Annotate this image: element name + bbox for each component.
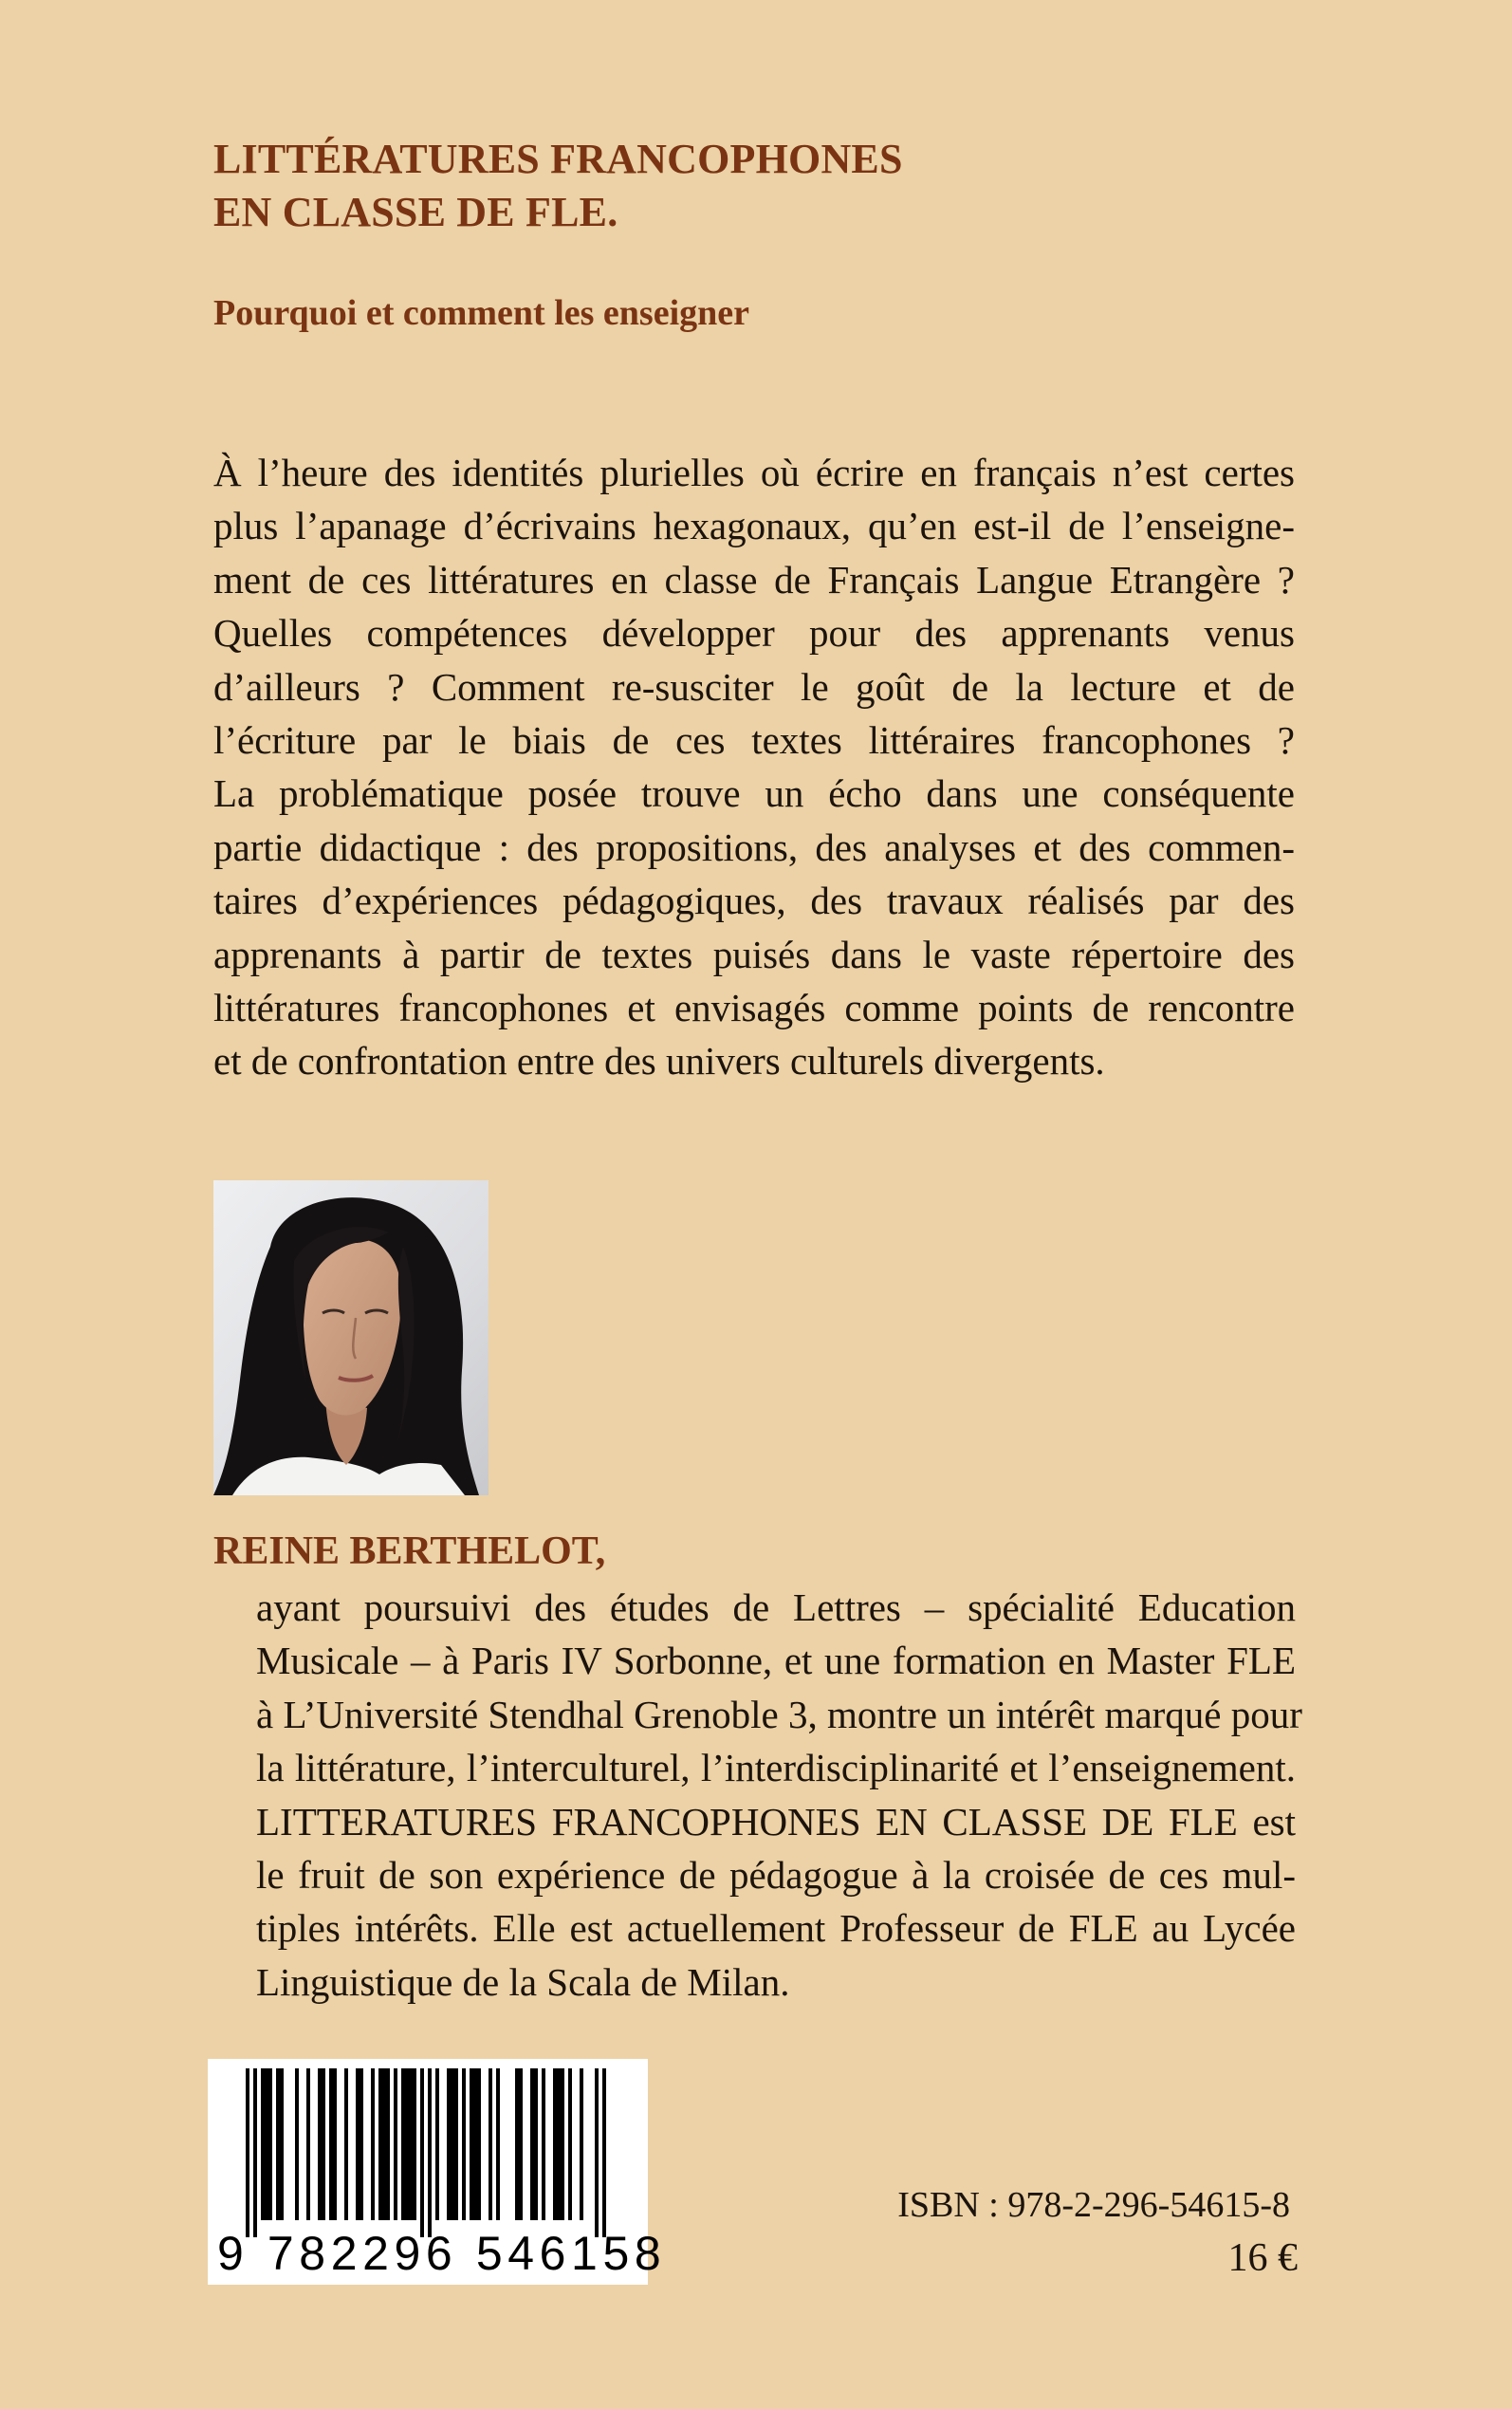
barcode-bar bbox=[356, 2068, 363, 2220]
author-photo bbox=[213, 1180, 489, 1495]
summary-line: La problématique posée trouve un écho dans une conséquente bbox=[213, 771, 1295, 816]
book-title-line-2: EN CLASSE DE FLE. bbox=[213, 189, 618, 235]
barcode-bar bbox=[602, 2068, 606, 2237]
barcode-bar bbox=[420, 2068, 424, 2237]
barcode-bar bbox=[447, 2068, 458, 2220]
barcode-bar bbox=[542, 2068, 545, 2220]
bio-line: Linguistique de la Scala de Milan. bbox=[256, 1959, 790, 2004]
barcode-bar bbox=[329, 2068, 337, 2220]
book-title bbox=[213, 133, 1304, 239]
barcode-bar bbox=[318, 2068, 325, 2220]
bio-line: LITTERATURES FRANCOPHONES EN CLASSE DE FLE est bbox=[256, 1799, 1296, 1844]
summary-line: l’écriture par le biais de ces textes littéraires francophones ? bbox=[213, 717, 1295, 762]
barcode-bar bbox=[462, 2068, 466, 2220]
bio-line: à L’Université Stendhal Grenoble 3, montre un intérêt marqué pour bbox=[256, 1692, 1302, 1736]
book-subtitle: Pourquoi et comment les enseigner bbox=[213, 293, 749, 333]
summary-line: d’ailleurs ? Comment re-susciter le goût de la lecture et de bbox=[213, 664, 1295, 709]
summary-line: À l’heure des identités plurielles où écrire en français n’est certes bbox=[213, 451, 1295, 494]
barcode-bar bbox=[295, 2068, 299, 2220]
author-name: REINE BERTHELOT, bbox=[213, 1529, 606, 1573]
barcode-bar bbox=[515, 2068, 523, 2220]
isbn: ISBN : 978-2-296-54615-8 bbox=[897, 2185, 1290, 2225]
barcode-bar bbox=[435, 2068, 439, 2220]
barcode-bar bbox=[253, 2068, 257, 2237]
barcode-bar bbox=[371, 2068, 375, 2220]
barcode-bar bbox=[344, 2068, 348, 2220]
barcode-bar bbox=[276, 2068, 284, 2220]
barcode-bar bbox=[553, 2068, 564, 2220]
barcode-bar bbox=[394, 2068, 397, 2220]
barcode-bar bbox=[261, 2068, 272, 2220]
bio-line: Musicale – à Paris IV Sorbonne, et une formation en Master FLE bbox=[256, 1639, 1296, 1683]
barcode-bar bbox=[246, 2068, 249, 2237]
summary-line: plus l’apanage d’écrivains hexagonaux, qu’en est-il de l’enseigne- bbox=[213, 504, 1295, 548]
barcode-bar bbox=[470, 2068, 481, 2220]
summary-line: Quelles compétences développer pour des apprenants venus bbox=[213, 611, 1295, 656]
barcode-bar bbox=[489, 2068, 492, 2220]
barcode-bar bbox=[530, 2068, 538, 2220]
summary-line: apprenants à partir de textes puisés dans le vaste répertoire des bbox=[213, 932, 1295, 976]
barcode-bar bbox=[428, 2068, 432, 2237]
summary-line: littératures francophones et envisagés comme points de rencontre bbox=[213, 985, 1295, 1029]
summary-line: et de confrontation entre des univers culturels divergents. bbox=[213, 1039, 1105, 1084]
barcode-bar bbox=[378, 2068, 390, 2220]
summary-paragraph bbox=[213, 446, 1295, 1088]
barcode-bar bbox=[568, 2068, 572, 2220]
book-title-line-1: LITTÉRATURES FRANCOPHONES bbox=[213, 136, 903, 182]
bio-line: le fruit de son expérience de pédagogue à la croisée de ces mul- bbox=[256, 1852, 1296, 1897]
barcode-bar bbox=[401, 2068, 416, 2220]
barcode-digits: 9 782296 546158 bbox=[217, 2227, 667, 2280]
bio-line: la littérature, l’interculturel, l’interdisciplinarité et l’enseignement. bbox=[256, 1746, 1296, 1790]
author-bio bbox=[256, 1581, 1302, 2009]
bio-line: ayant poursuivi des études de Lettres – spécialité Education bbox=[256, 1585, 1296, 1629]
summary-line: taires d’expériences pédagogiques, des travaux réalisés par des bbox=[213, 879, 1295, 923]
barcode-bar bbox=[306, 2068, 310, 2220]
barcode-bar bbox=[496, 2068, 500, 2220]
barcode bbox=[208, 2059, 667, 2285]
summary-line: partie didactique : des propositions, des analyses et des commen- bbox=[213, 825, 1295, 869]
price: 16 € bbox=[1227, 2236, 1298, 2280]
barcode-bar bbox=[595, 2068, 599, 2237]
barcode-bar bbox=[580, 2068, 583, 2220]
summary-line: ment de ces littératures en classe de Français Langue Etrangère ? bbox=[213, 557, 1295, 602]
bio-line: tiples intérêts. Elle est actuellement Professeur de FLE au Lycée bbox=[256, 1906, 1296, 1951]
